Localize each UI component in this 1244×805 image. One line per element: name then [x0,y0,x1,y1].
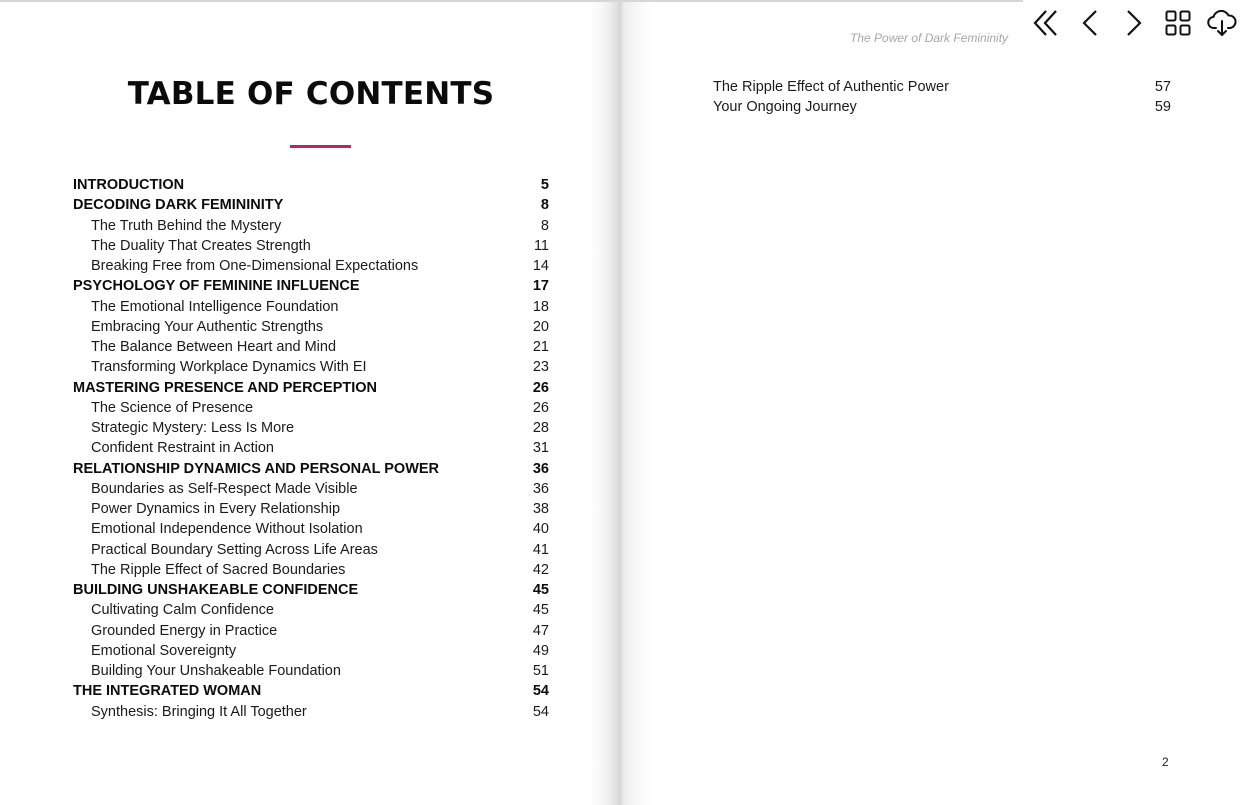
toc-chapter-entry[interactable] [73,459,549,479]
chevron-left-icon [1079,8,1101,38]
toc-entry-page-number: 26 [532,379,549,396]
page-number: 2 [1162,755,1169,769]
toc-entry-label: THE INTEGRATED WOMAN [73,683,262,700]
toc-section-entry[interactable] [73,600,549,620]
toc-entry-label: Transforming Workplace Dynamics With EI [91,359,367,376]
toc-entry-page-number: 41 [532,541,549,558]
toc-section-entry[interactable] [73,540,549,560]
toc-entry-page-number: 36 [532,460,549,477]
toc-entry-label: The Ripple Effect of Authentic Power [713,79,949,96]
toc-section-entry[interactable] [73,256,549,276]
cloud-download-icon [1207,9,1237,37]
toc-chapter-entry[interactable] [73,195,549,215]
toc-entry-label: The Duality That Creates Strength [91,237,311,254]
toc-entry-page-number: 54 [532,703,549,720]
toc-entry-label: The Science of Presence [91,399,254,416]
toc-section-entry[interactable] [73,661,549,681]
toc-section-entry[interactable] [73,438,549,458]
toc-entry-label: Synthesis: Bringing It All Together [91,703,307,720]
toc-section-entry[interactable] [73,337,549,357]
toc-entry-page-number: 31 [532,440,549,457]
toc-entry-page-number: 51 [532,663,549,680]
toc-section-entry[interactable] [713,97,1171,117]
toc-entry-label: MASTERING PRESENCE AND PERCEPTION [73,379,377,396]
previous-page-button[interactable] [1068,0,1112,46]
toc-entry-page-number: 57 [1154,79,1171,96]
viewer-toolbar [1023,0,1244,46]
toc-entry-label: Emotional Independence Without Isolation [91,521,363,538]
toc-section-entry[interactable] [73,479,549,499]
toc-chapter-entry[interactable] [73,378,549,398]
toc-section-entry[interactable] [73,236,549,256]
toc-section-entry[interactable] [73,499,549,519]
toc-section-entry[interactable] [73,297,549,317]
toc-chapter-entry[interactable] [73,276,549,296]
toc-entry-label: Emotional Sovereignty [91,642,237,659]
toc-entry-label: Strategic Mystery: Less Is More [91,420,295,437]
toc-entry-page-number: 5 [540,177,549,194]
toc-section-entry[interactable] [73,702,549,722]
toc-section-entry[interactable] [73,398,549,418]
toc-entry-page-number: 11 [533,237,549,254]
toc-entry-page-number: 49 [532,642,549,659]
toc-entry-label: INTRODUCTION [73,177,185,194]
toc-section-entry[interactable] [73,317,549,337]
thumbnails-button[interactable] [1156,0,1200,46]
toc-entry-page-number: 20 [532,318,549,335]
toc-title: TABLE OF CONTENTS [127,76,495,112]
toc-entry-label: Breaking Free from One-Dimensional Expectations [91,258,419,275]
toc-chapter-entry[interactable] [73,681,549,701]
toc-list-right [713,77,1171,118]
toc-entry-page-number: 59 [1154,99,1171,116]
toc-entry-label: Embracing Your Authentic Strengths [91,318,324,335]
toc-entry-label: Building Your Unshakeable Foundation [91,663,341,680]
toc-entry-page-number: 21 [532,339,549,356]
toc-entry-label: RELATIONSHIP DYNAMICS AND PERSONAL POWER [73,460,440,477]
download-button[interactable] [1200,0,1244,46]
toc-entry-label: Practical Boundary Setting Across Life Areas [91,541,378,558]
toc-entry-page-number: 54 [532,683,549,700]
toc-entry-label: BUILDING UNSHAKEABLE CONFIDENCE [73,582,359,599]
right-page [622,2,1244,805]
toc-list-left [73,175,549,722]
toc-section-entry[interactable] [73,216,549,236]
grid-icon [1165,10,1191,36]
running-header: The Power of Dark Femininity [850,31,1009,45]
toc-section-entry[interactable] [73,357,549,377]
toc-section-entry[interactable] [73,560,549,580]
toc-chapter-entry[interactable] [73,175,549,195]
toc-entry-page-number: 38 [532,501,549,518]
toc-entry-page-number: 14 [532,258,549,275]
toc-entry-label: Boundaries as Self-Respect Made Visible [91,480,358,497]
toc-section-entry[interactable] [73,621,549,641]
toc-entry-page-number: 45 [532,582,549,599]
toc-entry-label: PSYCHOLOGY OF FEMININE INFLUENCE [73,278,360,295]
toc-entry-page-number: 8 [540,197,549,214]
toc-entry-page-number: 26 [532,399,549,416]
toc-entry-page-number: 8 [540,217,549,234]
toc-entry-page-number: 23 [532,359,549,376]
toc-entry-label: Cultivating Calm Confidence [91,602,274,619]
first-page-button[interactable] [1024,0,1068,46]
toc-entry-page-number: 17 [532,278,549,295]
toc-section-entry[interactable] [73,418,549,438]
double-chevron-left-icon [1031,8,1061,38]
toc-entry-label: The Emotional Intelligence Foundation [91,298,339,315]
chevron-right-icon [1123,8,1145,38]
toc-entry-page-number: 47 [532,622,549,639]
toc-section-entry[interactable] [713,77,1171,97]
toc-entry-page-number: 45 [532,602,549,619]
title-accent-rule [290,145,351,148]
toc-chapter-entry[interactable] [73,580,549,600]
toc-entry-page-number: 36 [532,480,549,497]
toc-entry-label: Grounded Energy in Practice [91,622,278,639]
toc-entry-label: Your Ongoing Journey [713,99,857,116]
toc-entry-page-number: 40 [532,521,549,538]
toc-entry-label: DECODING DARK FEMININITY [73,197,284,214]
book-spine-shadow [590,2,654,805]
toc-section-entry[interactable] [73,519,549,539]
toc-entry-page-number: 18 [532,298,549,315]
toc-entry-page-number: 42 [532,561,549,578]
toc-entry-page-number: 28 [532,420,549,437]
toc-entry-label: Confident Restraint in Action [91,440,274,457]
toc-section-entry[interactable] [73,641,549,661]
toc-entry-label: The Balance Between Heart and Mind [91,339,337,356]
toc-entry-label: The Ripple Effect of Sacred Boundaries [91,561,346,578]
next-page-button[interactable] [1112,0,1156,46]
toc-entry-label: The Truth Behind the Mystery [91,217,282,234]
toc-entry-label: Power Dynamics in Every Relationship [91,501,341,518]
